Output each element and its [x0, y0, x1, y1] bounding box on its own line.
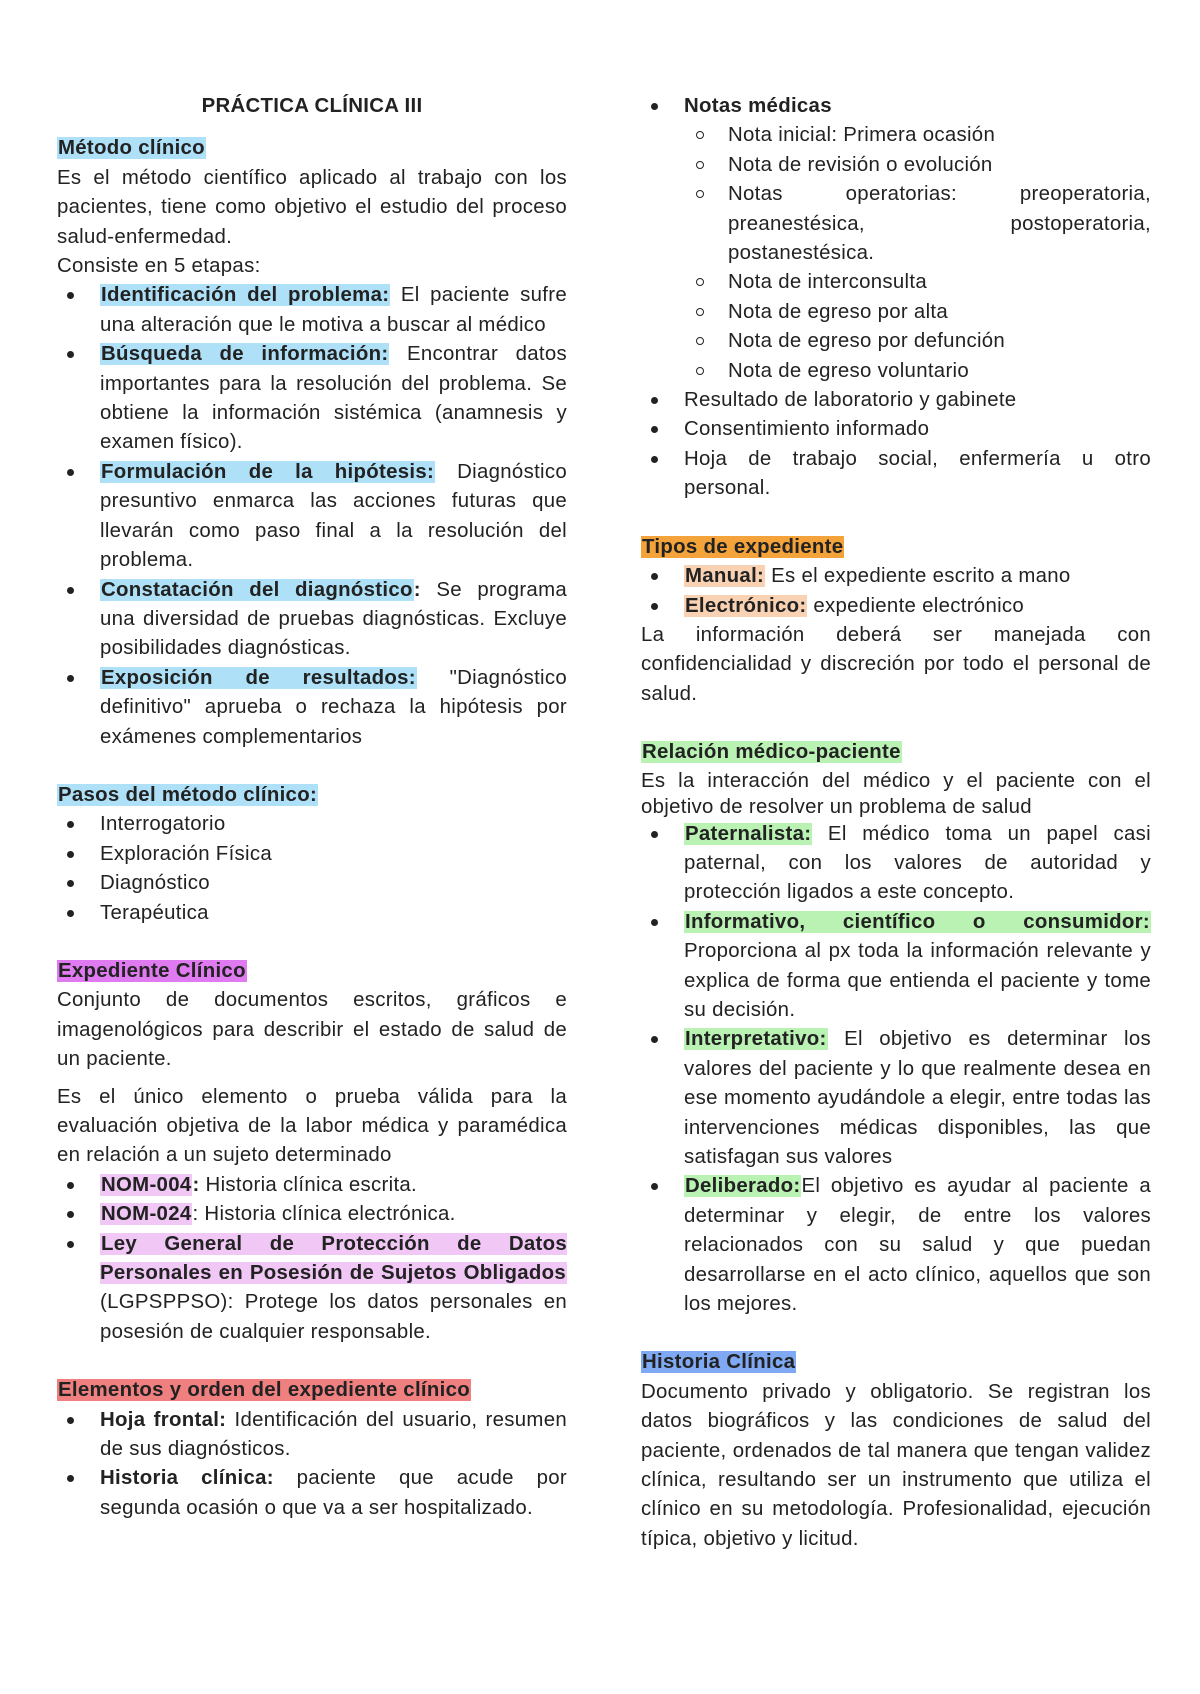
desc: El paciente sufre una alteración que le motiva a buscar al médico	[100, 284, 567, 336]
sub-list-item: Nota de egreso por alta	[684, 298, 1151, 327]
list-item	[57, 1406, 567, 1465]
sub-list-item: Nota de interconsulta	[684, 268, 1151, 297]
list-item	[641, 592, 1151, 621]
term: Constatación del diagnóstico	[101, 578, 413, 601]
desc: Es el expediente escrito a mano	[765, 565, 1071, 588]
heading-notas: Notas médicas	[684, 95, 832, 117]
metodo-intro: Es el método científico aplicado al trabajo con los pacientes, tiene como objetivo el estudio del proceso salud-enfermedad.	[57, 166, 567, 248]
sub-list-item: Nota inicial: Primera ocasión	[684, 121, 1151, 150]
list-item	[57, 1200, 567, 1229]
sub-list-item: Nota de egreso por defunción	[684, 327, 1151, 356]
list-item	[57, 281, 567, 340]
desc: El objetivo es ayudar al paciente a determinar y elegir, de entre los valores relacionados con su salud y que puedan desarrollarse en el acto clínico, aquellos que son los mejores.	[684, 1175, 1151, 1316]
heading-relacion: Relación médico-paciente	[642, 741, 901, 764]
term: Manual:	[685, 565, 765, 588]
term: Hoja frontal:	[100, 1408, 227, 1431]
heading-metodo-clinico: Método clínico	[58, 137, 205, 160]
term: Informativo, científico o consumidor:	[685, 910, 1150, 933]
list-item: Exploración Física	[57, 840, 567, 869]
term: Deliberado:	[685, 1175, 801, 1198]
heading-pasos: Pasos del método clínico:	[58, 783, 318, 806]
heading-historia: Historia Clínica	[642, 1351, 796, 1374]
notas-list	[641, 92, 1151, 504]
desc: : Historia clínica electrónica.	[192, 1203, 456, 1226]
list-item	[57, 340, 567, 458]
sub-list-item: Nota de revisión o evolución	[684, 151, 1151, 180]
right-column	[641, 92, 1151, 1554]
list-item	[57, 1171, 567, 1200]
list-item	[57, 458, 567, 576]
term: Exposición de resultados:	[101, 666, 416, 689]
expediente-p2: Es el único elemento o prueba válida para la evaluación objetiva de la labor médica y paramédica en relación a un sujeto determinado	[57, 1085, 567, 1167]
term: Electrónico:	[685, 594, 807, 617]
section-relacion	[641, 738, 1151, 1319]
list-item	[641, 92, 1151, 386]
section-metodo-clinico	[57, 134, 567, 752]
list-item	[57, 1464, 567, 1523]
left-column	[57, 92, 567, 1523]
desc: Diagnóstico presuntivo enmarca las acciones futuras que llevarán como paso final a la resolución del problema.	[100, 460, 567, 572]
term: Ley General de Protección de Datos Personales en Posesión de Sujetos Obligados	[100, 1232, 567, 1285]
desc: expediente electrónico	[807, 594, 1025, 617]
desc: Identificación del usuario, resumen de sus diagnósticos.	[100, 1408, 567, 1461]
term: Identificación del problema:	[101, 284, 390, 307]
heading-tipos: Tipos de expediente	[642, 535, 844, 558]
elementos-list	[57, 1406, 567, 1524]
heading-expediente: Expediente Clínico	[58, 959, 246, 982]
term: Interpretativo:	[685, 1028, 827, 1051]
section-elementos	[57, 1376, 567, 1523]
desc: Se programa una diversidad de pruebas diagnósticas. Excluye posibilidades diagnósticas.	[100, 578, 567, 660]
section-tipos	[641, 533, 1151, 709]
list-item	[57, 664, 567, 752]
notas-sub-list	[684, 121, 1151, 386]
desc: Proporciona al px toda la información relevante y explica de forma que entienda el paciente y tome su decisión.	[684, 940, 1151, 1021]
desc: Encontrar datos importantes para la resolución del problema. Se obtiene la información sistémica (anamnesis y examen físico).	[100, 343, 568, 454]
pasos-list	[57, 810, 567, 928]
term: Búsqueda de información:	[101, 343, 389, 366]
heading-elementos: Elementos y orden del expediente clínico	[58, 1379, 470, 1402]
list-item	[57, 1230, 567, 1348]
list-item: Resultado de laboratorio y gabinete	[641, 386, 1151, 415]
etapas-list	[57, 281, 567, 752]
section-notas	[641, 92, 1151, 504]
historia-text: Documento privado y obligatorio. Se registran los datos biográficos y las condiciones de salud del paciente, ordenados de tal manera que tengan validez clínica, resultando ser un instrumento que utiliza el clínico en su metodología. Profesionalidad, ejecución típica, objetivo y licitud.	[641, 1380, 1151, 1550]
list-item	[641, 562, 1151, 591]
list-item	[641, 1025, 1151, 1172]
term: NOM-024	[101, 1203, 192, 1226]
list-item	[641, 908, 1151, 1026]
list-item: Terapéutica	[57, 899, 567, 928]
list-item: Hoja de trabajo social, enfermería u otro personal.	[641, 445, 1151, 504]
sub-list-item: Notas operatorias: preoperatoria, preanestésica, postoperatoria, postanestésica.	[684, 180, 1151, 268]
section-expediente	[57, 957, 567, 1347]
term: Formulación de la hipótesis:	[101, 460, 435, 483]
desc: El objetivo es determinar los valores del paciente y lo que realmente desea en ese momento ayudándole a elegir, entre todas las intervenciones médicas disponibles, las que satisfagan sus valores	[684, 1028, 1151, 1168]
desc: "Diagnóstico definitivo" aprueba o rechaza la hipótesis por exámenes complementarios	[100, 666, 567, 748]
tipos-list	[641, 562, 1151, 621]
list-item: Consentimiento informado	[641, 415, 1151, 444]
list-item	[641, 820, 1151, 908]
document-title: PRÁCTICA CLÍNICA III	[201, 95, 423, 117]
desc: paciente que acude por segunda ocasión o que va a ser hospitalizado.	[100, 1467, 568, 1519]
desc: El médico toma un papel casi paternal, con los valores de autoridad y protección ligados a este concepto.	[684, 822, 1151, 904]
section-historia	[641, 1348, 1151, 1554]
metodo-consiste: Consiste en 5 etapas:	[57, 255, 261, 278]
term: Paternalista:	[685, 822, 812, 845]
desc: Historia clínica escrita.	[199, 1173, 418, 1196]
relacion-intro: Es la interacción del médico y el paciente con el objetivo de resolver un problema de salud	[641, 769, 1151, 818]
list-item	[57, 576, 567, 664]
sub-list-item: Nota de egreso voluntario	[684, 357, 1151, 386]
expediente-p1: Conjunto de documentos escritos, gráficos e imagenológicos para describir el estado de salud de un paciente.	[57, 989, 567, 1071]
sep: :	[192, 1173, 200, 1196]
desc: (LGPSPPSO): Protege los datos personales en posesión de cualquier responsable.	[100, 1291, 567, 1343]
list-item: Diagnóstico	[57, 869, 567, 898]
list-item: Interrogatorio	[57, 810, 567, 839]
sep: :	[413, 578, 421, 601]
tipos-note: La información deberá ser manejada con confidencialidad y discreción por todo el personal de salud.	[641, 623, 1151, 705]
section-pasos	[57, 781, 567, 928]
term: Historia clínica:	[100, 1467, 274, 1490]
term: NOM-004	[101, 1173, 192, 1196]
relacion-list	[641, 820, 1151, 1320]
expediente-list	[57, 1171, 567, 1347]
list-item	[641, 1172, 1151, 1319]
